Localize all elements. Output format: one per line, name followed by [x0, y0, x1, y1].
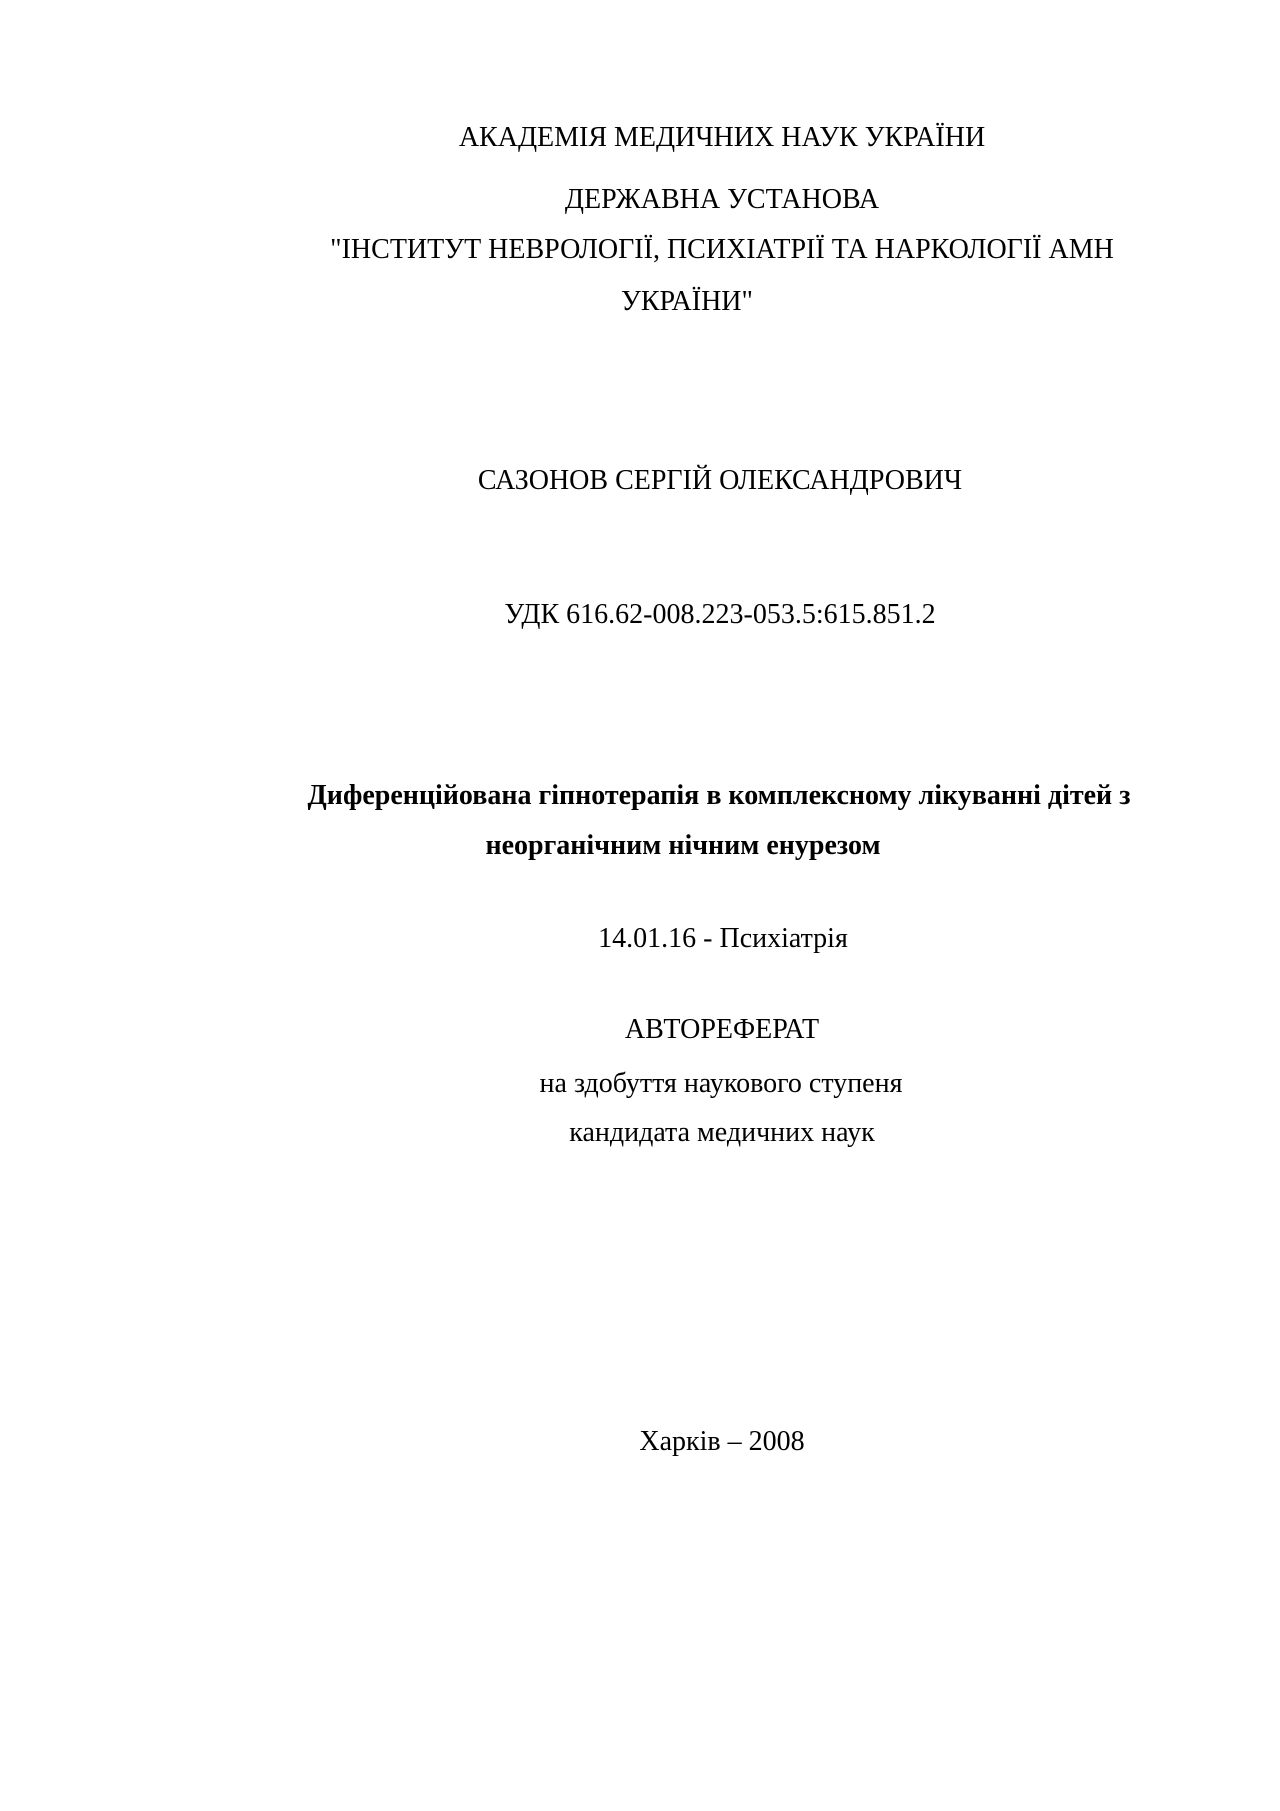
institute-name-line-2: УКРАЇНИ": [621, 286, 753, 317]
thesis-title-line-2: неорганічним нічним енурезом: [485, 830, 881, 861]
institute-name-line-1: "ІНСТИТУТ НЕВРОЛОГІЇ, ПСИХІАТРІЇ ТА НАРКОЛОГІЇ АМН: [330, 234, 1114, 265]
institution-type: ДЕРЖАВНА УСТАНОВА: [564, 184, 880, 215]
degree-purpose-line-1: на здобуття наукового ступеня: [539, 1068, 903, 1099]
author-name: САЗОНОВ СЕРГІЙ ОЛЕКСАНДРОВИЧ: [477, 465, 963, 496]
specialty: 14.01.16 - Психіатрія: [598, 923, 848, 954]
place-and-year: Харків – 2008: [639, 1426, 805, 1457]
academy-name: АКАДЕМІЯ МЕДИЧНИХ НАУК УКРАЇНИ: [458, 122, 986, 153]
degree-purpose-line-2: кандидата медичних наук: [569, 1117, 875, 1148]
udc-code: УДК 616.62-008.223-053.5:615.851.2: [504, 599, 936, 630]
document-type: АВТОРЕФЕРАТ: [624, 1014, 820, 1045]
thesis-title-line-1: Диференційована гіпнотерапія в комплексному лікуванні дітей з: [307, 780, 1131, 811]
